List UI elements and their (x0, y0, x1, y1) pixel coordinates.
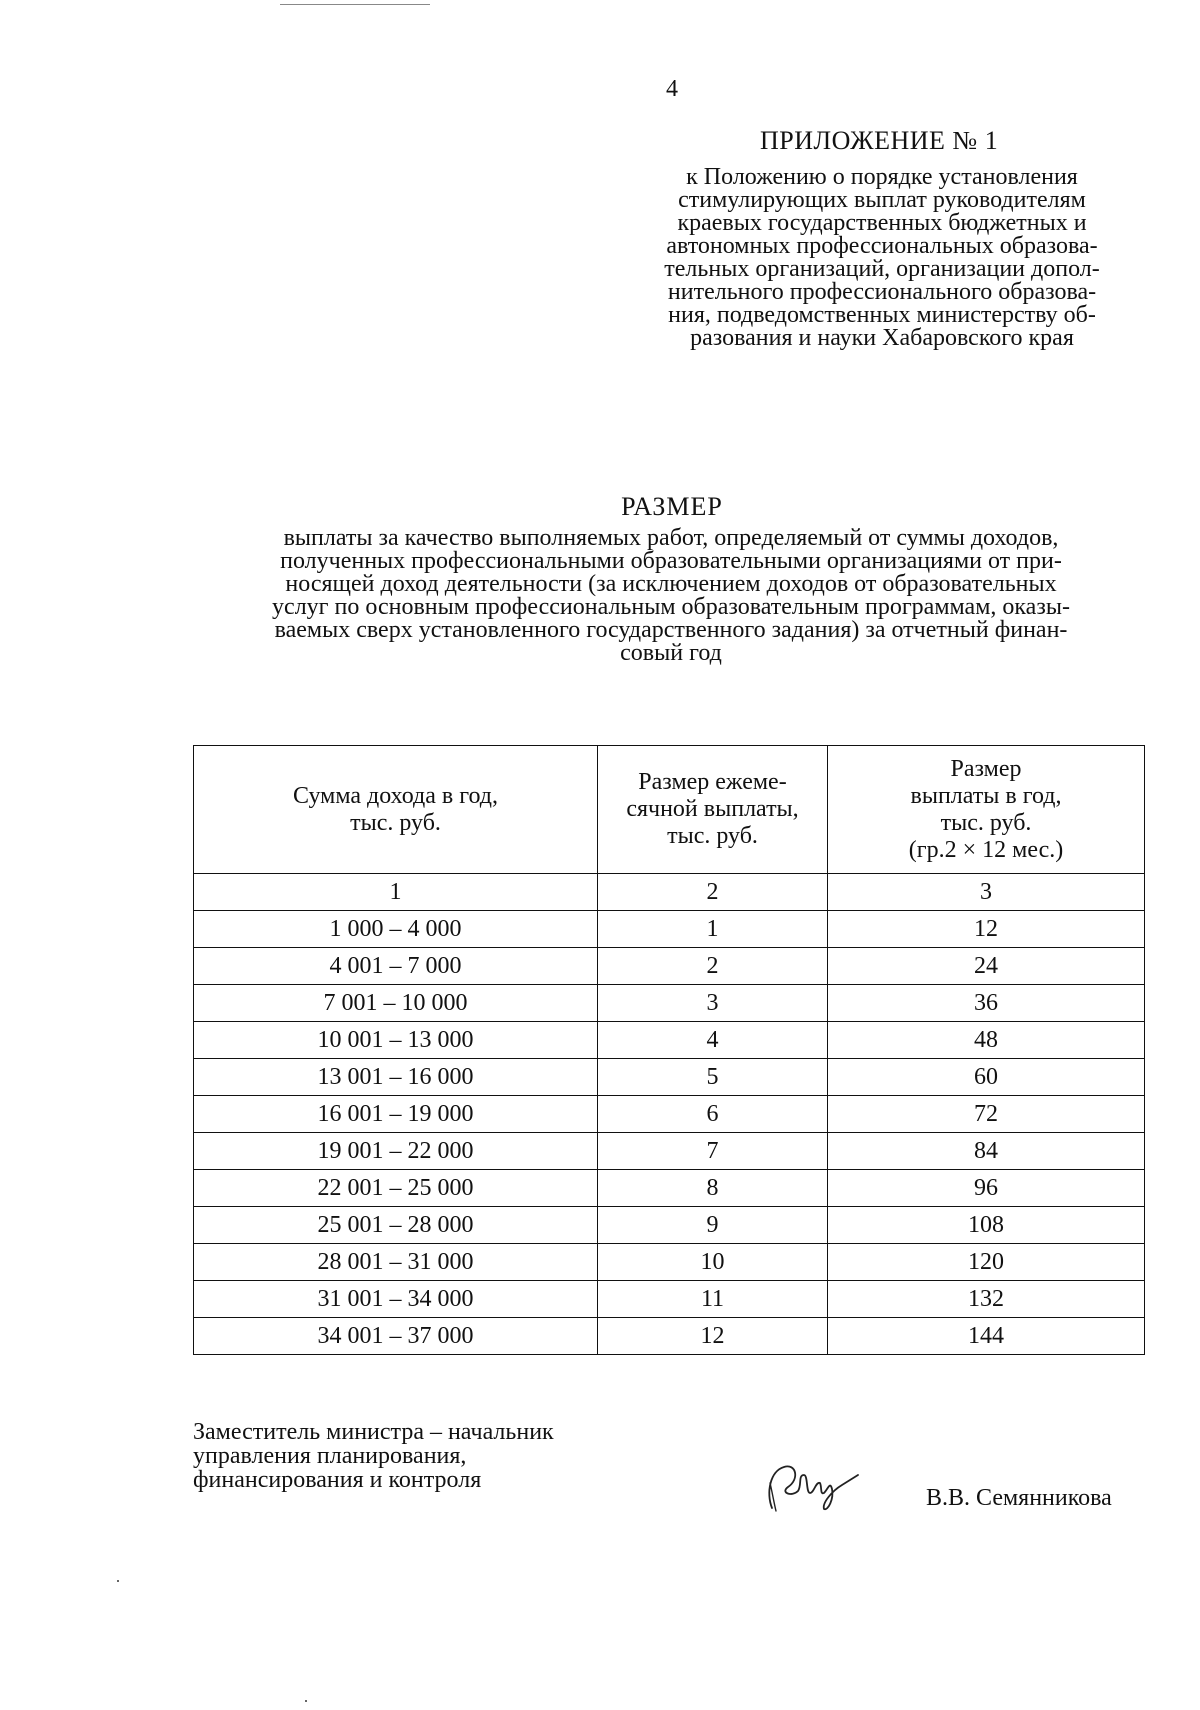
monthly-amount: 5 (598, 1059, 828, 1096)
monthly-amount: 2 (598, 948, 828, 985)
column-number: 2 (598, 874, 828, 911)
header-line: Размер (950, 755, 1022, 782)
table-row (194, 911, 1145, 948)
annual-amount: 36 (828, 985, 1145, 1022)
annual-amount: 72 (828, 1096, 1145, 1133)
table-header-row (194, 746, 1145, 874)
income-range: 25 001 – 28 000 (194, 1207, 598, 1244)
appendix-line: нительного профессионального образова- (667, 279, 1097, 305)
column-number: 1 (194, 874, 598, 911)
column-number-row (194, 874, 1145, 911)
header-line: (гр.2 × 12 мес.) (908, 836, 1064, 863)
header-line: выплаты в год, (910, 782, 1062, 809)
signer-position (193, 1420, 554, 1492)
signer-name: В.В. Семянникова (926, 1485, 1112, 1511)
column-number: 3 (828, 874, 1145, 911)
header-line: тыс. руб. (667, 823, 758, 849)
subtitle-line: совый год (620, 640, 722, 666)
appendix-line: тельных организаций, организации допол- (664, 256, 1100, 282)
annual-amount: 108 (828, 1207, 1145, 1244)
appendix-title: ПРИЛОЖЕНИЕ № 1 (760, 126, 999, 155)
handwritten-signature (762, 1453, 872, 1523)
appendix-line: стимулирующих выплат руководителям (678, 187, 1086, 213)
income-range: 28 001 – 31 000 (194, 1244, 598, 1281)
income-range: 22 001 – 25 000 (194, 1170, 598, 1207)
monthly-amount: 3 (598, 985, 828, 1022)
income-range: 19 001 – 22 000 (194, 1133, 598, 1170)
header-line: Размер ежеме- (638, 769, 787, 795)
annual-amount: 48 (828, 1022, 1145, 1059)
document-title: РАЗМЕР (621, 492, 723, 521)
monthly-amount: 12 (598, 1318, 828, 1355)
monthly-amount: 4 (598, 1022, 828, 1059)
subtitle-line: выплаты за качество выполняемых работ, определяемый от суммы доходов, (283, 525, 1059, 551)
income-range: 13 001 – 16 000 (194, 1059, 598, 1096)
income-range: 34 001 – 37 000 (194, 1318, 598, 1355)
monthly-amount: 7 (598, 1133, 828, 1170)
scan-artifact-dot (117, 1580, 119, 1582)
income-range: 10 001 – 13 000 (194, 1022, 598, 1059)
table-row (194, 1096, 1145, 1133)
table-row (194, 1059, 1145, 1096)
appendix-line: автономных профессиональных образова- (666, 233, 1098, 259)
table-row (194, 1318, 1145, 1355)
table-row (194, 948, 1145, 985)
scan-artifact-line (280, 4, 430, 5)
annual-amount: 24 (828, 948, 1145, 985)
appendix-line: ния, подведомственных министерству об- (668, 302, 1096, 328)
annual-amount: 84 (828, 1133, 1145, 1170)
table-row (194, 1133, 1145, 1170)
signer-position-line: управления планирования, (193, 1443, 467, 1469)
monthly-amount: 11 (598, 1281, 828, 1318)
annual-amount: 60 (828, 1059, 1145, 1096)
annual-amount: 132 (828, 1281, 1145, 1318)
appendix-line: разования и науки Хабаровского края (690, 325, 1074, 351)
appendix-line: краевых государственных бюджетных и (677, 210, 1087, 236)
income-range: 7 001 – 10 000 (194, 985, 598, 1022)
subtitle-line: ваемых сверх установленного государственного задания) за отчетный финан- (274, 617, 1068, 643)
table-row (194, 985, 1145, 1022)
subtitle-line: полученных профессиональными образовательными организациями от при- (280, 548, 1062, 574)
income-range: 4 001 – 7 000 (194, 948, 598, 985)
monthly-amount: 1 (598, 911, 828, 948)
monthly-amount: 9 (598, 1207, 828, 1244)
table-row (194, 1281, 1145, 1318)
header-line: Сумма дохода в год, (293, 782, 498, 809)
document-subtitle (190, 527, 1152, 665)
income-range: 16 001 – 19 000 (194, 1096, 598, 1133)
header-line: сячной выплаты, (626, 796, 799, 822)
header-line: тыс. руб. (940, 809, 1032, 836)
table-row (194, 1022, 1145, 1059)
annual-amount: 144 (828, 1318, 1145, 1355)
subtitle-line: носящей доход деятельности (за исключением доходов от образовательных (285, 571, 1057, 597)
header-income-sum (194, 746, 598, 874)
table-row (194, 1244, 1145, 1281)
header-annual-payment (828, 746, 1145, 874)
monthly-amount: 8 (598, 1170, 828, 1207)
table-row (194, 1207, 1145, 1244)
scan-artifact-dot (305, 1700, 307, 1702)
header-line: тыс. руб. (350, 809, 441, 836)
subtitle-line: услуг по основным профессиональным образовательным программам, оказы- (272, 594, 1070, 620)
income-range: 1 000 – 4 000 (194, 911, 598, 948)
monthly-amount: 6 (598, 1096, 828, 1133)
annual-amount: 96 (828, 1170, 1145, 1207)
signer-position-line: финансирования и контроля (193, 1467, 482, 1493)
annual-amount: 120 (828, 1244, 1145, 1281)
payment-table (193, 745, 1145, 1355)
header-monthly-payment (598, 746, 828, 874)
table-row (194, 1170, 1145, 1207)
signer-position-line: Заместитель министра – начальник (193, 1419, 554, 1445)
appendix-line: к Положению о порядке установления (686, 164, 1078, 190)
income-range: 31 001 – 34 000 (194, 1281, 598, 1318)
appendix-description (622, 166, 1142, 350)
monthly-amount: 10 (598, 1244, 828, 1281)
annual-amount: 12 (828, 911, 1145, 948)
page-number: 4 (666, 76, 678, 102)
